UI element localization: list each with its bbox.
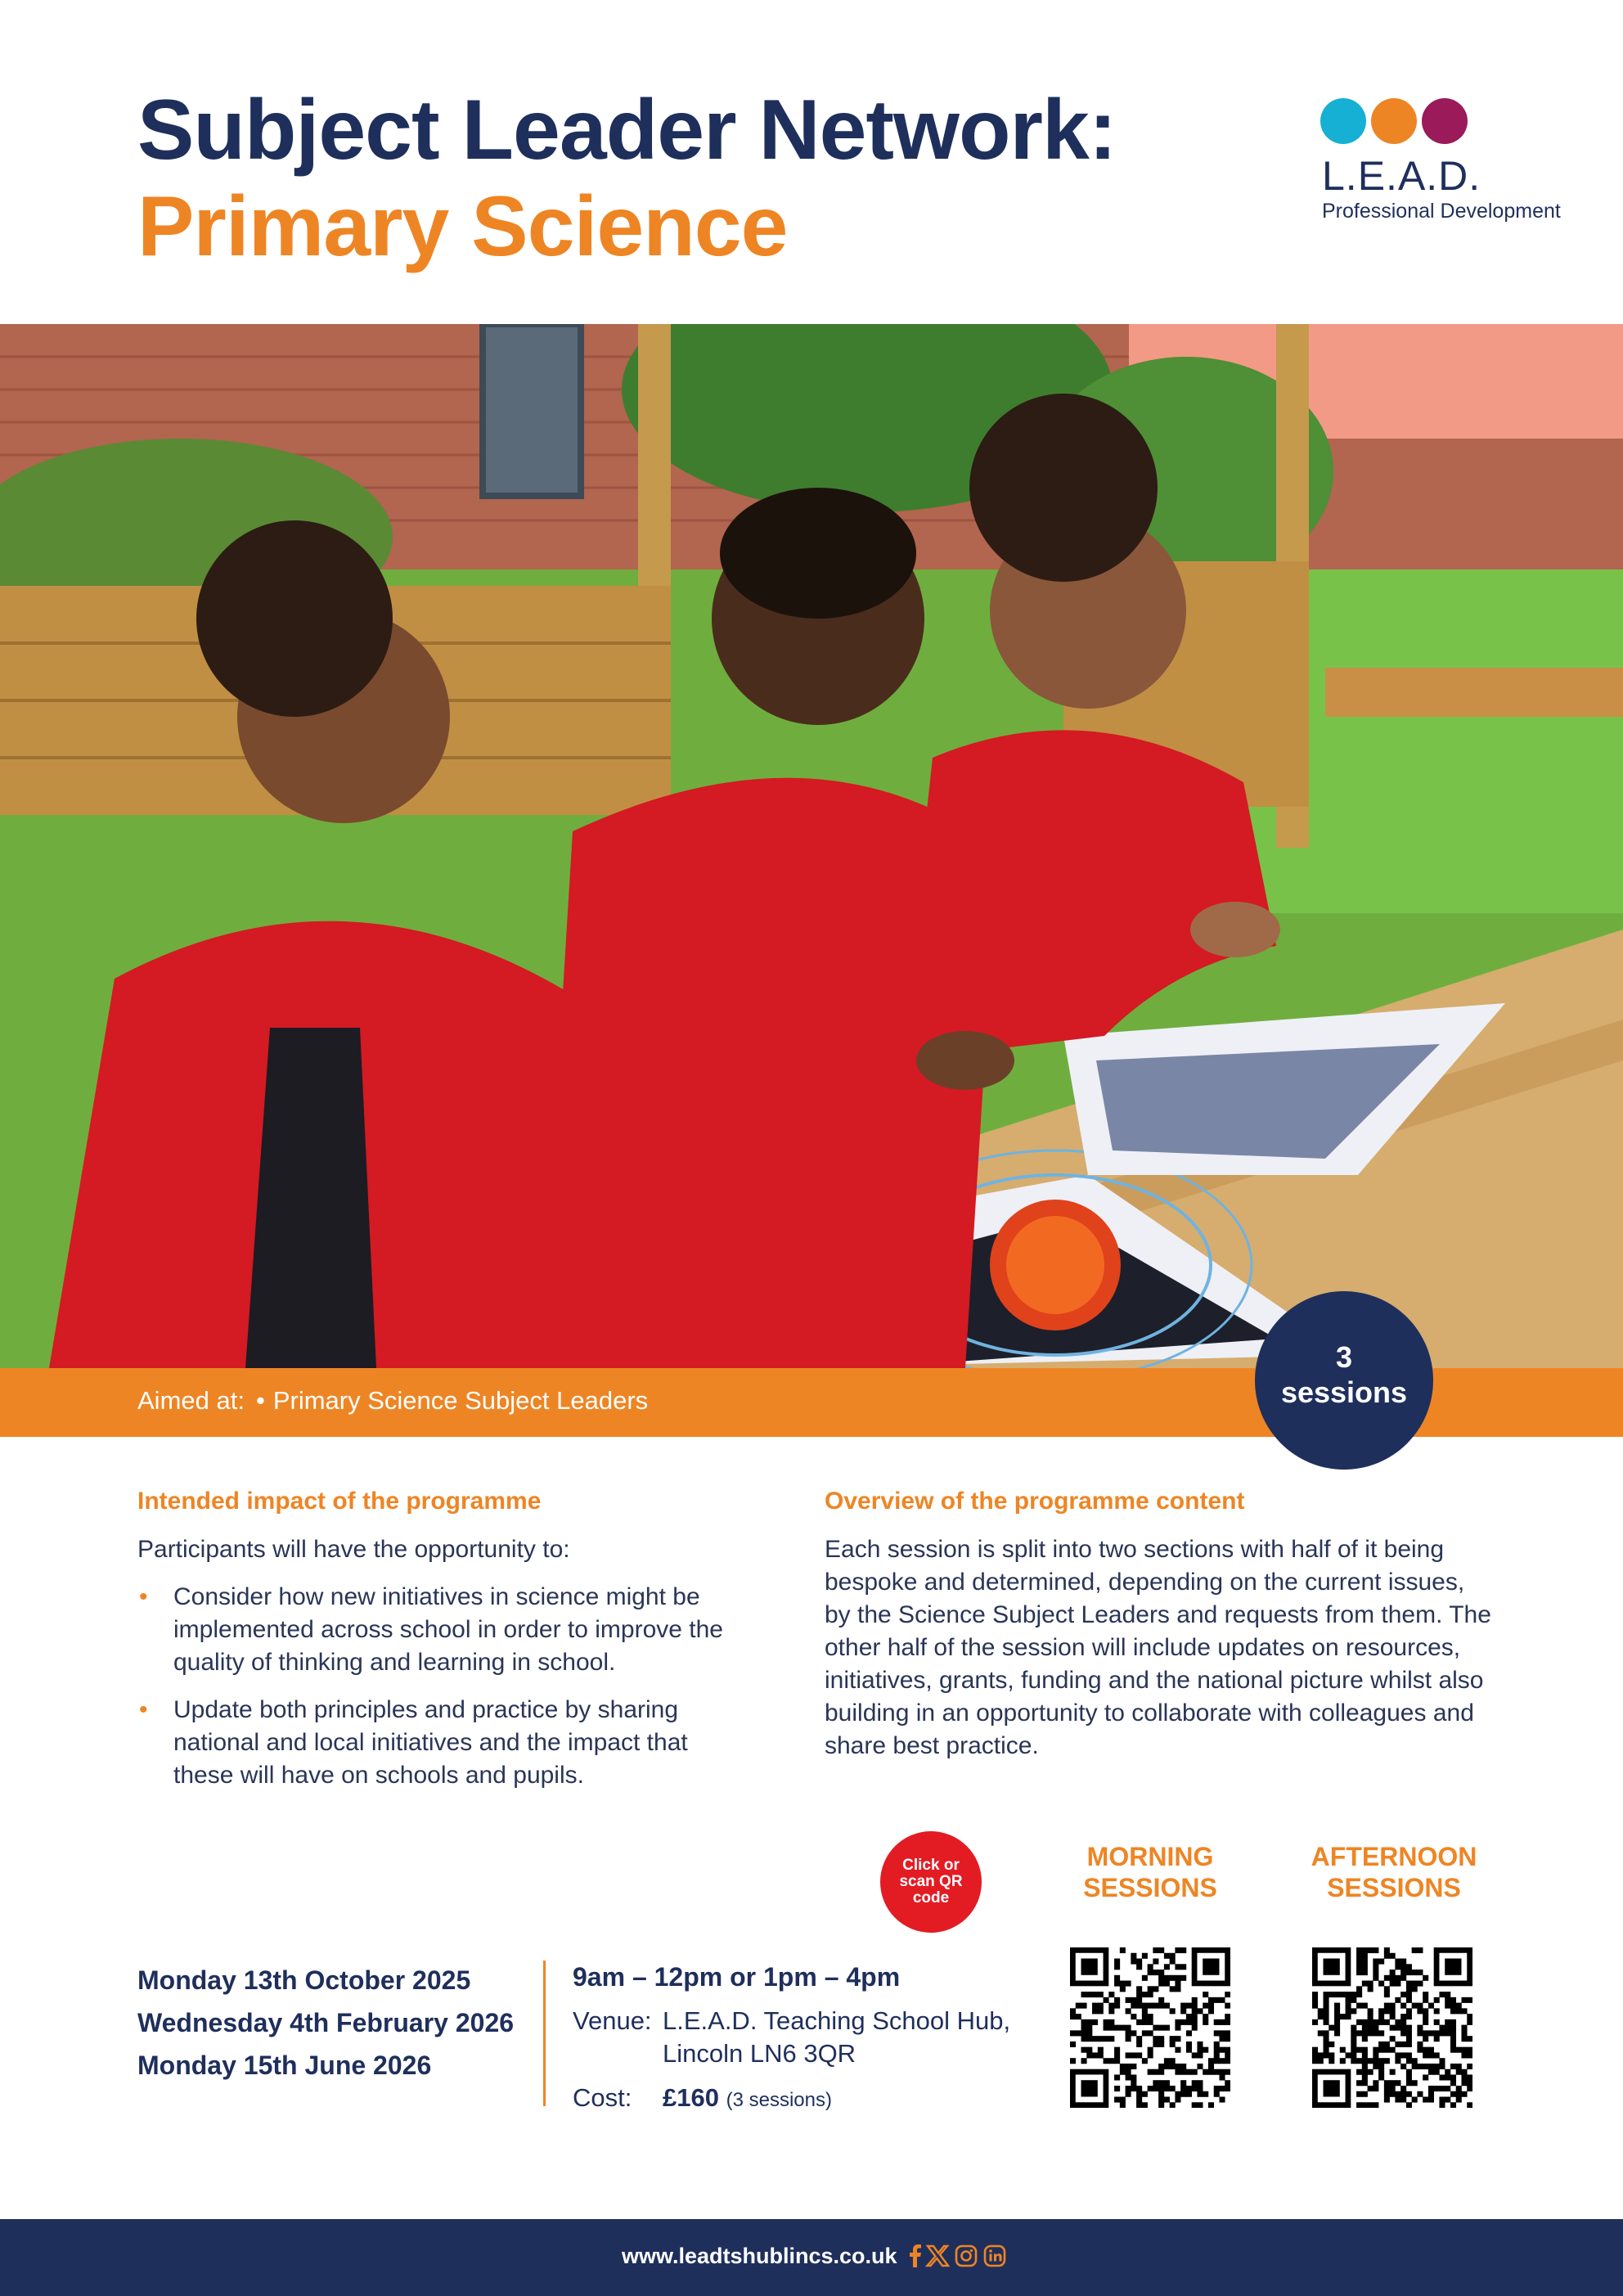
impact-heading: Intended impact of the programme bbox=[137, 1488, 542, 1515]
logo-dot-magenta bbox=[1422, 98, 1468, 144]
impact-section bbox=[137, 1488, 743, 1807]
venue-line2: Lincoln LN6 3QR bbox=[663, 2039, 856, 2068]
afternoon-label-line2: SESSIONS bbox=[1327, 1873, 1461, 1902]
morning-label-line1: MORNING bbox=[1086, 1842, 1214, 1871]
details-divider bbox=[543, 1961, 546, 2106]
logo-dot-orange bbox=[1371, 98, 1417, 144]
qr-cta-text: Click or scan QR code bbox=[899, 1857, 963, 1907]
session-time: 9am – 12pm or 1pm – 4pm bbox=[573, 1962, 901, 1992]
bullet-dot: • bbox=[139, 1696, 148, 1723]
lead-logo bbox=[1320, 98, 1582, 229]
hero-photo bbox=[0, 324, 1623, 1368]
title-line-network: Subject Leader Network: bbox=[137, 83, 1117, 178]
x-icon[interactable] bbox=[925, 2244, 950, 2268]
title-line-subject: Primary Science bbox=[137, 179, 788, 274]
venue-line1: L.E.A.D. Teaching School Hub, bbox=[663, 2006, 1011, 2035]
impact-item bbox=[137, 1581, 743, 1679]
footer bbox=[0, 2219, 1623, 2296]
impact-item-text: Consider how new initiatives in science might be implemented across school in order to improve the quality of thinking and learning in school. bbox=[173, 1583, 723, 1676]
session-dates bbox=[137, 1959, 514, 2087]
morning-sessions-label bbox=[1060, 1841, 1240, 1903]
logo-name: L.E.A.D. bbox=[1322, 153, 1481, 199]
cost-label: Cost: bbox=[573, 2083, 632, 2112]
audience-text bbox=[137, 1386, 648, 1416]
overview-body: Each session is split into two sections with half of it being bespoke and determined, depending on the current issues, by the Science Subject Leaders and requests from them. The other half of the session will include updates on resources, initiatives, grants, funding and the national picture whilst also building in an opportunity to collaborate with colleagues and share best practice. bbox=[825, 1536, 1491, 1759]
logo-dots bbox=[1320, 98, 1484, 147]
impact-item-text: Update both principles and practice by sharing national and local initiatives and the impact that these will have on schools and pupils. bbox=[173, 1696, 688, 1789]
cost-row bbox=[573, 2082, 1031, 2117]
morning-qr-code[interactable] bbox=[1070, 1947, 1230, 2108]
impact-intro: Participants will have the opportunity to: bbox=[137, 1536, 570, 1563]
facebook-icon[interactable] bbox=[903, 2244, 928, 2268]
logo-dot-blue bbox=[1320, 98, 1366, 144]
overview-section bbox=[825, 1488, 1495, 1763]
qr-pattern bbox=[1070, 1947, 1230, 2108]
afternoon-label-line1: AFTERNOON bbox=[1311, 1842, 1477, 1871]
cost-amount: £160 bbox=[663, 2083, 719, 2112]
audience-label: Aimed at: bbox=[137, 1386, 245, 1415]
afternoon-qr-code[interactable] bbox=[1312, 1947, 1472, 2108]
audience-bullet: • bbox=[255, 1386, 265, 1415]
morning-label-line2: SESSIONS bbox=[1083, 1873, 1217, 1902]
sessions-word: sessions bbox=[1280, 1375, 1408, 1409]
cost-note: (3 sessions) bbox=[726, 2089, 832, 2111]
qr-pattern bbox=[1312, 1947, 1472, 2108]
session-date: Wednesday 4th February 2026 bbox=[137, 2008, 515, 2037]
bullet-dot: • bbox=[139, 1583, 148, 1610]
linkedin-icon[interactable] bbox=[982, 2244, 1007, 2268]
audience-value: Primary Science Subject Leaders bbox=[272, 1386, 649, 1415]
hero-photo-illustration bbox=[0, 324, 1623, 1368]
sessions-count: 3 bbox=[1335, 1340, 1353, 1374]
venue-row bbox=[573, 2005, 1031, 2070]
afternoon-sessions-label bbox=[1297, 1841, 1490, 1903]
impact-item bbox=[137, 1694, 743, 1792]
qr-cta-badge bbox=[880, 1831, 982, 1933]
overview-heading: Overview of the programme content bbox=[825, 1488, 1245, 1515]
page-title bbox=[137, 82, 1116, 275]
website-link[interactable]: www.leadtshublincs.co.uk bbox=[622, 2244, 897, 2268]
session-details bbox=[573, 1961, 1031, 2117]
impact-list bbox=[137, 1581, 743, 1792]
session-date: Monday 13th October 2025 bbox=[137, 1965, 471, 1995]
venue-label: Venue: bbox=[573, 2006, 652, 2035]
sessions-badge bbox=[1255, 1291, 1433, 1470]
session-date: Monday 15th June 2026 bbox=[137, 2051, 432, 2080]
logo-subtitle: Professional Development bbox=[1322, 200, 1561, 223]
instagram-icon[interactable] bbox=[954, 2244, 978, 2268]
